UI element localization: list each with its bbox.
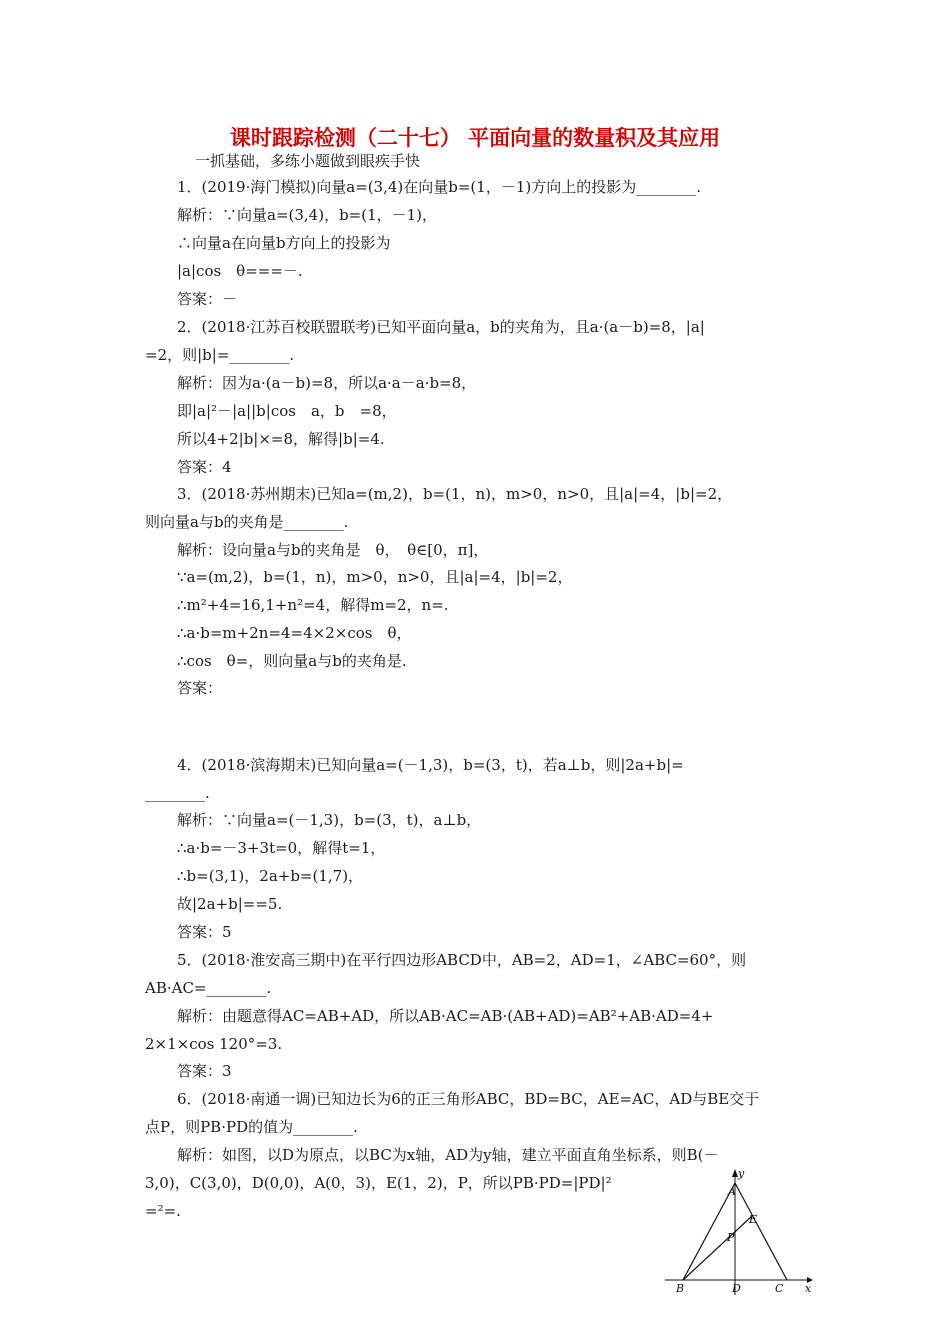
text-line: ∴a·b=m+2n=4=4×2×cos θ， bbox=[177, 624, 412, 642]
text-line: 解析：由题意得AC=AB+AD，所以AB·AC=AB·(AB+AD)=AB²+AB·AD=4+ bbox=[177, 1007, 714, 1025]
text-line: 6．(2018·南通一调)已知边长为6的正三角形ABC，BD=BC，AE=AC，AD与BE交于 bbox=[177, 1090, 760, 1108]
text-line: 解析：如图，以D为原点，以BC为x轴，AD为y轴，建立平面直角坐标系，则B(－ bbox=[177, 1146, 719, 1164]
text-line: 答案：4 bbox=[177, 458, 232, 476]
text-line: 答案：3 bbox=[177, 1062, 232, 1080]
segment-ac bbox=[735, 1183, 787, 1280]
label-y: y bbox=[738, 1167, 745, 1180]
text-line: 答案： bbox=[177, 679, 223, 697]
label-a: A bbox=[728, 1185, 736, 1198]
text-line: ∴m²+4=16,1+n²=4，解得m=2，n=. bbox=[177, 596, 449, 614]
text-line: 2×1×cos 120°=3. bbox=[145, 1035, 283, 1053]
text-line: 5．(2018·淮安高三期中)在平行四边形ABCD中，AB=2，AD=1，∠ABC=60°，则 bbox=[177, 951, 747, 969]
label-b: B bbox=[676, 1282, 685, 1295]
text-line: 点P，则PB·PD的值为________. bbox=[145, 1118, 358, 1136]
triangle-coordinate-figure bbox=[665, 1165, 815, 1295]
text-line: 答案：5 bbox=[177, 923, 232, 941]
text-line: 3．(2018·苏州期末)已知a=(m,2)，b=(1，n)，m>0，n>0，且|a|=4，|b|=2， bbox=[177, 485, 733, 503]
text-line: =2，则|b|=________. bbox=[145, 346, 295, 364]
page-title: 课时跟踪检测（二十七） 平面向量的数量积及其应用 bbox=[229, 126, 721, 150]
text-line: |a|cos θ===－. bbox=[177, 262, 303, 280]
text-line: ∴b=(3,1)，2a+b=(1,7)， bbox=[177, 867, 364, 885]
text-line: 2．(2018·江苏百校联盟联考)已知平面向量a，b的夹角为，且a·(a－b)=8，|a| bbox=[177, 318, 705, 336]
text-line: 答案：－ bbox=[177, 290, 238, 308]
text-line: 即|a|²－|a||b|cos a，b =8， bbox=[177, 402, 397, 420]
text-line: 4．(2018·滨海期末)已知向量a=(－1,3)，b=(3，t)，若a⊥b，则|2a+b|= bbox=[177, 756, 684, 774]
section-subtitle: 一抓基础，多练小题做到眼疾手快 bbox=[195, 152, 421, 170]
text-line: 解析：∵向量a=(－1,3)，b=(3，t)，a⊥b， bbox=[177, 811, 482, 829]
text-line: =²=. bbox=[145, 1202, 181, 1220]
text-line: ∵a=(m,2)，b=(1，n)，m>0，n>0，且|a|=4，|b|=2， bbox=[177, 568, 573, 586]
text-line: 解析：∵向量a=(3,4)，b=(1，－1)， bbox=[177, 206, 438, 224]
label-x: x bbox=[805, 1282, 812, 1295]
text-line: 则向量a与b的夹角是________. bbox=[145, 513, 349, 531]
text-line: AB·AC=________. bbox=[145, 979, 272, 997]
segment-be bbox=[683, 1216, 752, 1280]
text-line: ∴向量a在向量b方向上的投影为 bbox=[177, 234, 391, 252]
text-line: ________. bbox=[145, 784, 210, 802]
text-line: ∴cos θ=，则向量a与b的夹角是. bbox=[177, 652, 407, 670]
label-d: D bbox=[732, 1282, 741, 1295]
text-line: 1．(2019·海门模拟)向量a=(3,4)在向量b=(1，－1)方向上的投影为________. bbox=[177, 178, 701, 196]
text-line: 故|2a+b|==5. bbox=[177, 895, 283, 913]
label-c: C bbox=[775, 1282, 784, 1295]
text-line: 3,0)，C(3,0)，D(0,0)，A(0，3)，E(1，2)，P，所以PB·PD=|PD|² bbox=[145, 1174, 612, 1192]
label-e: E bbox=[749, 1213, 758, 1226]
text-line: 解析：设向量a与b的夹角是 θ， θ∈[0，π]， bbox=[177, 541, 489, 559]
label-p: P bbox=[727, 1231, 735, 1244]
text-line: 解析：因为a·(a－b)=8，所以a·a－a·b=8， bbox=[177, 374, 477, 392]
text-line: ∴a·b=－3+3t=0，解得t=1， bbox=[177, 839, 386, 857]
text-line: 所以4+2|b|×=8，解得|b|=4. bbox=[177, 430, 385, 448]
